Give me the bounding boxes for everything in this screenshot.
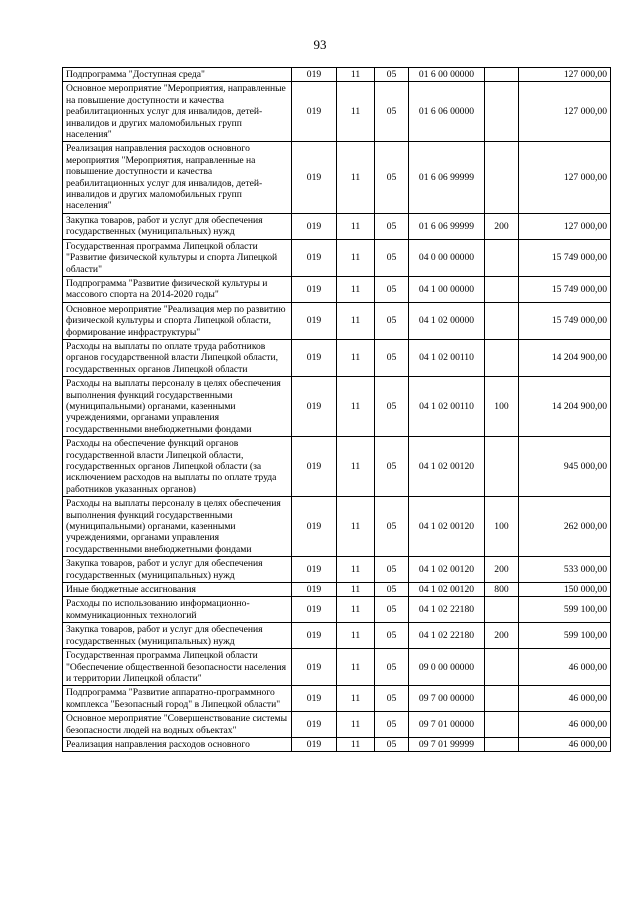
row-name-cell: Основное мероприятие "Мероприятия, направленные на повышение доступности и качества реабилитационных услуг для инвалидов, детей-инвалидов и других маломобильных групп населения" [63, 82, 292, 142]
amount-cell: 127 000,00 [519, 68, 611, 82]
row-name-cell: Расходы на выплаты персоналу в целях обеспечения выполнения функций государственными (муниципальными) органами, казенными учреждениями, органами управления государственными внебюджетными фондами [63, 497, 292, 557]
section-code-cell: 11 [337, 213, 375, 239]
subsection-code-cell: 05 [375, 623, 409, 649]
expense-kind-cell [485, 686, 519, 712]
target-article-cell: 01 6 06 99999 [409, 213, 485, 239]
target-article-cell: 09 7 01 99999 [409, 737, 485, 751]
amount-cell: 262 000,00 [519, 497, 611, 557]
table-row [63, 686, 611, 712]
ministry-code-cell: 019 [292, 557, 337, 583]
section-code-cell: 11 [337, 557, 375, 583]
ministry-code-cell: 019 [292, 497, 337, 557]
ministry-code-cell: 019 [292, 597, 337, 623]
expense-kind-cell: 200 [485, 557, 519, 583]
section-code-cell: 11 [337, 686, 375, 712]
target-article-cell: 01 6 06 00000 [409, 82, 485, 142]
subsection-code-cell: 05 [375, 583, 409, 597]
target-article-cell: 04 1 02 22180 [409, 597, 485, 623]
table-row [63, 497, 611, 557]
amount-cell: 15 749 000,00 [519, 302, 611, 339]
amount-cell: 533 000,00 [519, 557, 611, 583]
amount-cell: 945 000,00 [519, 437, 611, 497]
row-name-cell: Подпрограмма "Развитие аппаратно-программного комплекса "Безопасный город" в Липецкой области" [63, 686, 292, 712]
target-article-cell: 09 7 01 00000 [409, 712, 485, 738]
section-code-cell: 11 [337, 377, 375, 437]
expense-kind-cell: 100 [485, 377, 519, 437]
row-name-cell: Расходы на обеспечение функций органов государственной власти Липецкой области, государственных органов Липецкой области (за исключением расходов на выплаты по оплате труда работников указанных органов) [63, 437, 292, 497]
expense-kind-cell [485, 302, 519, 339]
expense-kind-cell: 800 [485, 583, 519, 597]
subsection-code-cell: 05 [375, 276, 409, 302]
row-name-cell: Закупка товаров, работ и услуг для обеспечения государственных (муниципальных) нужд [63, 623, 292, 649]
section-code-cell: 11 [337, 437, 375, 497]
ministry-code-cell: 019 [292, 213, 337, 239]
amount-cell: 599 100,00 [519, 623, 611, 649]
row-name-cell: Государственная программа Липецкой области "Обеспечение общественной безопасности населения и территории Липецкой области" [63, 649, 292, 686]
subsection-code-cell: 05 [375, 213, 409, 239]
row-name-cell: Основное мероприятие "Реализация мер по развитию физической культуры и спорта Липецкой области, формирование инфраструктуры" [63, 302, 292, 339]
expense-kind-cell: 100 [485, 497, 519, 557]
target-article-cell: 04 1 00 00000 [409, 276, 485, 302]
expense-kind-cell [485, 142, 519, 213]
section-code-cell: 11 [337, 302, 375, 339]
ministry-code-cell: 019 [292, 712, 337, 738]
table-row [63, 597, 611, 623]
page-number: 93 [313, 37, 327, 52]
amount-cell: 46 000,00 [519, 737, 611, 751]
subsection-code-cell: 05 [375, 649, 409, 686]
table-row [63, 437, 611, 497]
table-row [63, 583, 611, 597]
ministry-code-cell: 019 [292, 68, 337, 82]
amount-cell: 127 000,00 [519, 142, 611, 213]
section-code-cell: 11 [337, 712, 375, 738]
ministry-code-cell: 019 [292, 82, 337, 142]
row-name-cell: Подпрограмма "Доступная среда" [63, 68, 292, 82]
ministry-code-cell: 019 [292, 437, 337, 497]
ministry-code-cell: 019 [292, 686, 337, 712]
subsection-code-cell: 05 [375, 737, 409, 751]
amount-cell: 15 749 000,00 [519, 276, 611, 302]
target-article-cell: 09 0 00 00000 [409, 649, 485, 686]
section-code-cell: 11 [337, 339, 375, 376]
subsection-code-cell: 05 [375, 497, 409, 557]
subsection-code-cell: 05 [375, 712, 409, 738]
section-code-cell: 11 [337, 583, 375, 597]
table-row [63, 737, 611, 751]
subsection-code-cell: 05 [375, 557, 409, 583]
subsection-code-cell: 05 [375, 437, 409, 497]
row-name-cell: Реализация направления расходов основного [63, 737, 292, 751]
row-name-cell: Расходы по использованию информационно-коммуникационных технологий [63, 597, 292, 623]
subsection-code-cell: 05 [375, 142, 409, 213]
amount-cell: 127 000,00 [519, 213, 611, 239]
section-code-cell: 11 [337, 737, 375, 751]
target-article-cell: 04 1 02 00120 [409, 583, 485, 597]
row-name-cell: Расходы на выплаты персоналу в целях обеспечения выполнения функций государственными (муниципальными) органами, казенными учреждениями, органами управления государственными внебюджетными фондами [63, 377, 292, 437]
amount-cell: 15 749 000,00 [519, 239, 611, 276]
expense-kind-cell [485, 437, 519, 497]
table-row [63, 712, 611, 738]
table-row [63, 142, 611, 213]
target-article-cell: 09 7 00 00000 [409, 686, 485, 712]
subsection-code-cell: 05 [375, 68, 409, 82]
ministry-code-cell: 019 [292, 737, 337, 751]
amount-cell: 127 000,00 [519, 82, 611, 142]
expense-kind-cell [485, 597, 519, 623]
expense-kind-cell [485, 649, 519, 686]
expense-kind-cell [485, 239, 519, 276]
subsection-code-cell: 05 [375, 686, 409, 712]
expense-kind-cell [485, 82, 519, 142]
amount-cell: 14 204 900,00 [519, 339, 611, 376]
subsection-code-cell: 05 [375, 302, 409, 339]
ministry-code-cell: 019 [292, 623, 337, 649]
expense-kind-cell [485, 276, 519, 302]
row-name-cell: Основное мероприятие "Совершенствование системы безопасности людей на водных объектах" [63, 712, 292, 738]
section-code-cell: 11 [337, 597, 375, 623]
ministry-code-cell: 019 [292, 377, 337, 437]
amount-cell: 46 000,00 [519, 712, 611, 738]
subsection-code-cell: 05 [375, 239, 409, 276]
target-article-cell: 04 1 02 00120 [409, 497, 485, 557]
ministry-code-cell: 019 [292, 142, 337, 213]
target-article-cell: 04 1 02 22180 [409, 623, 485, 649]
amount-cell: 46 000,00 [519, 649, 611, 686]
section-code-cell: 11 [337, 142, 375, 213]
target-article-cell: 04 1 02 00110 [409, 377, 485, 437]
expense-kind-cell: 200 [485, 213, 519, 239]
table-row [63, 68, 611, 82]
ministry-code-cell: 019 [292, 239, 337, 276]
section-code-cell: 11 [337, 276, 375, 302]
table-row [63, 213, 611, 239]
expense-kind-cell [485, 737, 519, 751]
ministry-code-cell: 019 [292, 583, 337, 597]
expense-kind-cell [485, 712, 519, 738]
table-row [63, 82, 611, 142]
expense-kind-cell: 200 [485, 623, 519, 649]
ministry-code-cell: 019 [292, 339, 337, 376]
table-row [63, 557, 611, 583]
amount-cell: 46 000,00 [519, 686, 611, 712]
row-name-cell: Иные бюджетные ассигнования [63, 583, 292, 597]
row-name-cell: Реализация направления расходов основного мероприятия "Мероприятия, направленные на повышение доступности и качества реабилитационных услуг для инвалидов, детей-инвалидов и других маломобильных групп населения" [63, 142, 292, 213]
expense-kind-cell [485, 68, 519, 82]
row-name-cell: Закупка товаров, работ и услуг для обеспечения государственных (муниципальных) нужд [63, 557, 292, 583]
row-name-cell: Подпрограмма "Развитие физической культуры и массового спорта на 2014-2020 годы" [63, 276, 292, 302]
section-code-cell: 11 [337, 68, 375, 82]
amount-cell: 150 000,00 [519, 583, 611, 597]
target-article-cell: 04 0 00 00000 [409, 239, 485, 276]
target-article-cell: 04 1 02 00120 [409, 557, 485, 583]
subsection-code-cell: 05 [375, 82, 409, 142]
target-article-cell: 04 1 02 00120 [409, 437, 485, 497]
budget-table [62, 67, 611, 752]
target-article-cell: 01 6 06 99999 [409, 142, 485, 213]
section-code-cell: 11 [337, 649, 375, 686]
expense-kind-cell [485, 339, 519, 376]
ministry-code-cell: 019 [292, 649, 337, 686]
target-article-cell: 04 1 02 00110 [409, 339, 485, 376]
target-article-cell: 04 1 02 00000 [409, 302, 485, 339]
subsection-code-cell: 05 [375, 339, 409, 376]
row-name-cell: Закупка товаров, работ и услуг для обеспечения государственных (муниципальных) нужд [63, 213, 292, 239]
table-row [63, 623, 611, 649]
table-row [63, 339, 611, 376]
section-code-cell: 11 [337, 82, 375, 142]
ministry-code-cell: 019 [292, 276, 337, 302]
target-article-cell: 01 6 00 00000 [409, 68, 485, 82]
table-row [63, 239, 611, 276]
section-code-cell: 11 [337, 497, 375, 557]
subsection-code-cell: 05 [375, 597, 409, 623]
table-row [63, 302, 611, 339]
table-row [63, 377, 611, 437]
amount-cell: 14 204 900,00 [519, 377, 611, 437]
section-code-cell: 11 [337, 239, 375, 276]
table-row [63, 649, 611, 686]
row-name-cell: Государственная программа Липецкой области "Развитие физической культуры и спорта Липецкой области" [63, 239, 292, 276]
subsection-code-cell: 05 [375, 377, 409, 437]
amount-cell: 599 100,00 [519, 597, 611, 623]
row-name-cell: Расходы на выплаты по оплате труда работников органов государственной власти Липецкой области, государственных органов Липецкой области [63, 339, 292, 376]
section-code-cell: 11 [337, 623, 375, 649]
ministry-code-cell: 019 [292, 302, 337, 339]
table-row [63, 276, 611, 302]
